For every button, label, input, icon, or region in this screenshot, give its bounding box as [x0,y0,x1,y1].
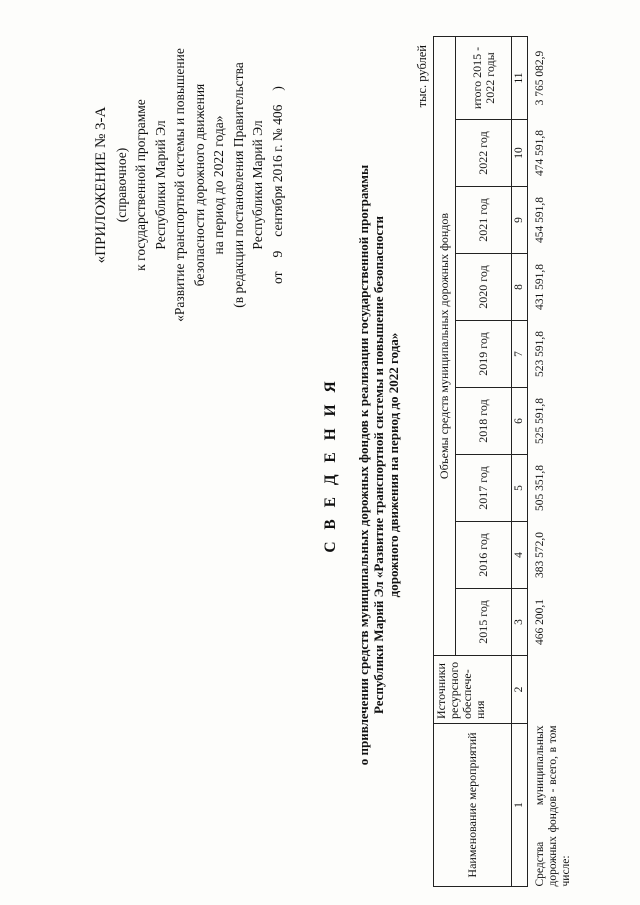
heading-line: дорожного движения на период до 2022 года» [386,332,401,598]
col-header-year: 2015 год [456,589,512,656]
date-day: 9 [269,250,285,258]
row-value: 525 591,8 [534,398,546,444]
col-header-year: 2022 год [456,120,512,187]
document-heading [322,85,401,845]
column-number: 7 [512,321,528,388]
funds-table [433,36,574,887]
column-number: 10 [512,120,528,187]
col-header-name: Наименование мероприятий [434,724,512,887]
column-number: 1 [512,724,528,887]
appendix-line: на период до 2022 года» [211,115,226,255]
table-row [528,36,575,886]
unit-label: тыс. рублей [415,45,429,108]
appendix-line: Республики Марий Эл [250,120,265,250]
heading-line: о привлечении средств муниципальных дорожных фондов к реализации государственной программы [356,164,371,766]
col-header-source: Источники ресурсного обеспече-ния [434,656,512,724]
row-value: 454 591,8 [534,197,546,243]
row-value: 383 572,0 [534,532,546,578]
row-total: 3 765 082,9 [534,50,546,106]
col-header-group: Объемы средств муниципальных дорожных фондов [434,36,456,655]
column-number: 8 [512,254,528,321]
column-number: 5 [512,455,528,522]
col-header-year: 2020 год [456,254,512,321]
column-number: 4 [512,522,528,589]
row-source [528,656,575,724]
appendix-line: Республики Марий Эл [152,120,168,250]
date-month: сентября 2016 г. № [269,128,285,237]
col-header-year: 2016 год [456,522,512,589]
date-prefix: от [269,271,285,284]
col-header-total: итого 2015 - 2022 годы [456,36,512,119]
document-title: С В Е Д Е Н И Я [322,377,339,553]
date-close: ) [269,86,285,91]
row-value: 505 351,8 [534,465,546,511]
row-name: Средства муниципальных дорожных фондов - всего, в том числе: [534,725,572,887]
column-number: 6 [512,388,528,455]
column-number: 2 [512,656,528,724]
column-number: 11 [512,36,528,119]
col-header-year: 2021 год [456,187,512,254]
appendix-note: (справочное) [113,147,129,223]
appendix-line: (в редакции постановления Правительства [230,62,246,308]
appendix-line: безопасности дорожного движения [191,83,207,287]
col-header-year: 2017 год [456,455,512,522]
appendix-title: «ПРИЛОЖЕНИЕ № 3-А [93,106,109,264]
row-value: 523 591,8 [534,331,546,377]
column-number-row [512,36,528,886]
heading-line: Республики Марий Эл «Развитие транспортной системы и повышение безопасности [371,215,386,715]
appendix-block [92,30,287,340]
column-number: 9 [512,187,528,254]
appendix-line: «Развитие транспортной системы и повышение [172,48,187,322]
col-header-year: 2019 год [456,321,512,388]
col-header-year: 2018 год [456,388,512,455]
resolution-number: 406 [269,104,285,125]
row-value: 466 200,1 [534,599,546,645]
row-value: 431 591,8 [534,264,546,310]
appendix-date-line [268,30,288,340]
appendix-line: к государственной программе [133,99,148,271]
column-number: 3 [512,589,528,656]
row-value: 474 591,8 [534,130,546,176]
